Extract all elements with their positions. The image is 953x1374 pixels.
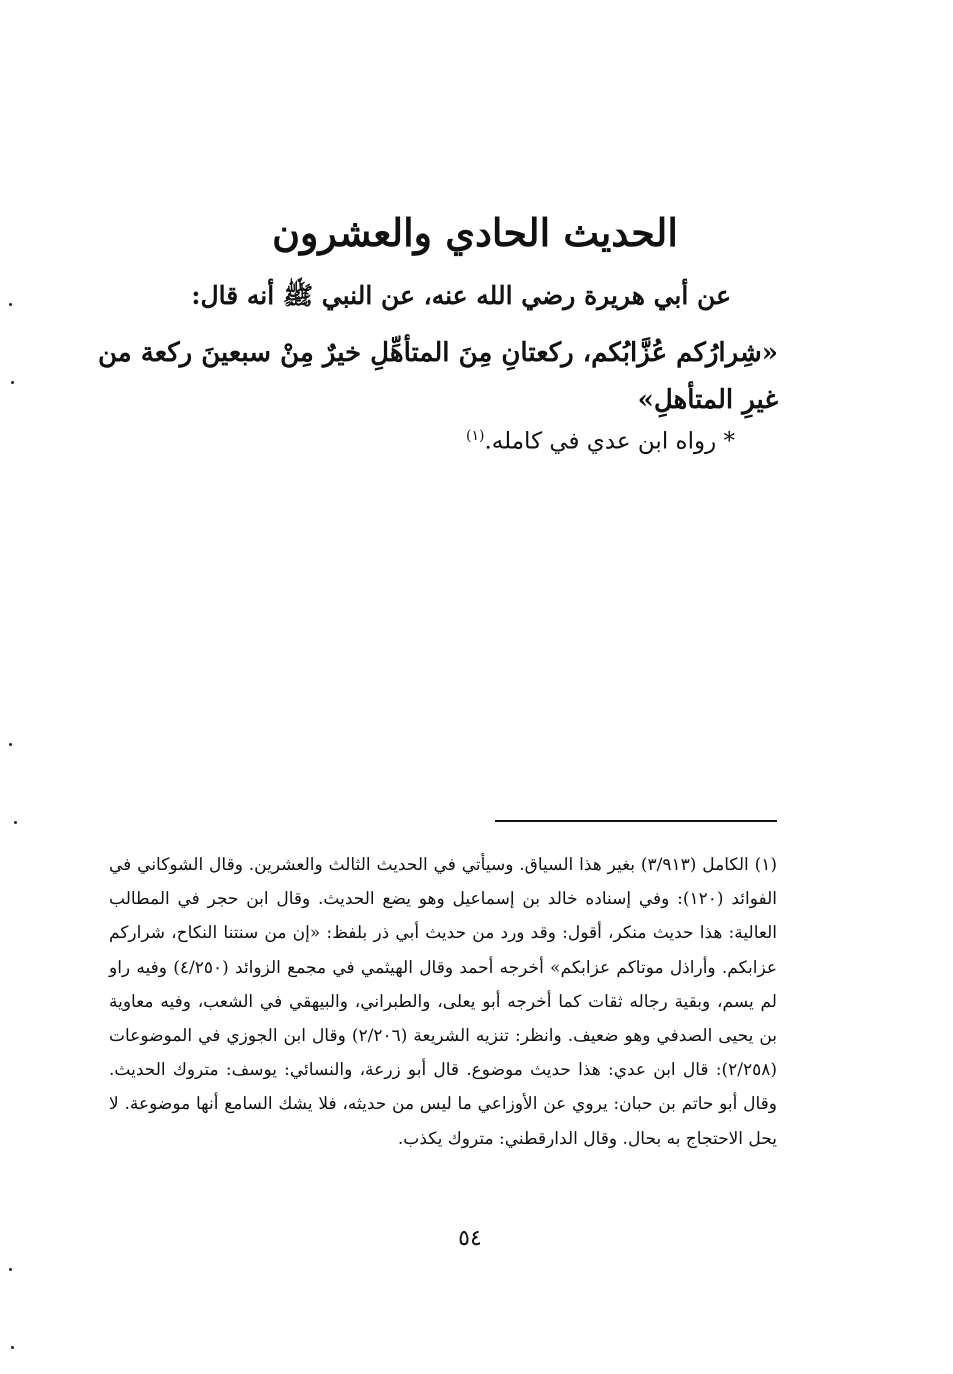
scan-speck [11,1346,14,1349]
narration-text: * رواه ابن عدي في كامله. [484,428,735,455]
scan-speck [9,743,12,746]
scan-speck [11,381,14,384]
footnote: (١) الكامل (٣/٩١٣) بغير هذا السياق. وسيأتي في الحديث الثالث والعشرين. وقال الشوكاني في الفوائد (١٢٠): وفي إسناده خالد بن إسماعيل وهو يضع الحديث. وقال ابن حجر في المطالب العالية: هذا حديث منكر، أقول: وقد ورد من حديث أبي ذر بلفظ: «إن من سنتنا النكاح، شراركم عزابكم. وأراذل موتاكم عزابكم» أخرجه أحمد وقال الهيثمي في مجمع الزوائد (٤/٢٥٠) وفيه راو لم يسم، وبقية رجاله ثقات كما أخرجه أبو يعلى، والطبراني، والبيهقي في الشعب، وفيه معاوية بن يحيى الصدفي وهو ضعيف. وانظر: تنزيه الشريعة (٢/٢٠٦) وقال ابن الجوزي في الموضوعات (٢/٢٥٨): قال ابن عدي: هذا حديث موضوع. قال أبو زرعة، والنسائي: يوسف: متروك الحديث. وقال أبو حاتم بن حبان: يروي عن الأوزاعي ما ليس من حديثه، فلا يشك السامع أنها موضوعة. لا يحل الاحتجاج به بحال. وقال الدارقطني: متروك يكذب. [109,855,777,1149]
hadith-text: «شِرارُكم عُزَّابُكم، ركعتانِ مِنَ المتأهِّلِ خيرٌ مِنْ سبعينَ ركعة من غيرِ المتأهلِ» [97,338,778,415]
narration-line [215,428,735,455]
scan-speck [9,1268,12,1271]
scan-speck [14,821,17,824]
hadith-title: الحديث الحادي والعشرون [272,210,678,255]
hadith-introduction: عن أبي هريرة رضي الله عنه، عن النبي ﷺ أنه قال: [191,281,731,310]
footnote-reference: (١) [466,428,485,444]
footnote-separator [495,820,777,822]
scan-speck [9,303,12,306]
page-number: ٥٤ [458,1226,482,1251]
